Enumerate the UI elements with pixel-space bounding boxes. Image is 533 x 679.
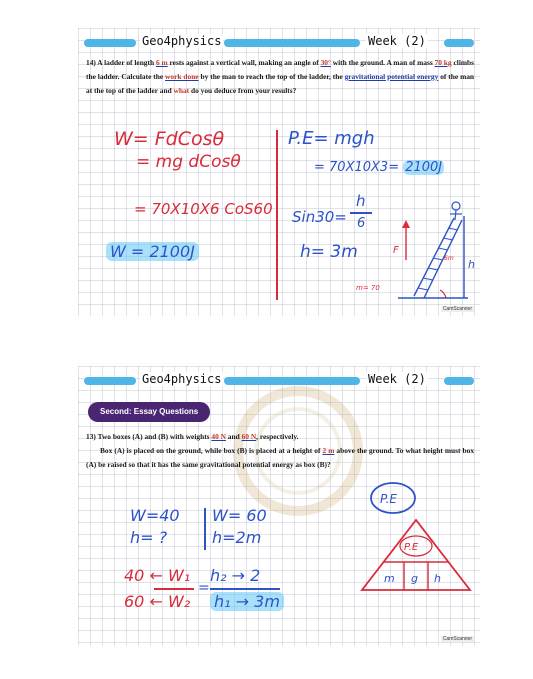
sin-equation: Sin30= bbox=[292, 208, 347, 226]
camscanner-badge: CamScanner bbox=[442, 636, 472, 642]
header-bar-middle bbox=[224, 39, 360, 47]
pe-circle bbox=[368, 480, 418, 516]
question-13-page bbox=[78, 366, 480, 646]
given-divider bbox=[204, 508, 206, 550]
box-b-weight: W= 60 bbox=[212, 506, 267, 525]
diag-force-label: F bbox=[393, 245, 399, 256]
header-bar-left bbox=[84, 377, 136, 385]
brand-label: Geo4physics bbox=[142, 372, 222, 386]
man-head bbox=[452, 202, 460, 210]
question-14-page bbox=[78, 28, 480, 316]
pe-circle-label: P.E bbox=[380, 492, 397, 506]
ladder-diagram bbox=[388, 198, 478, 308]
header-bar-middle bbox=[224, 377, 360, 385]
header-bar-right bbox=[444, 39, 474, 47]
ratio-row2-left: 60 ← W₂ bbox=[124, 592, 191, 611]
ladder-rail-right bbox=[424, 220, 462, 298]
pe-formula-line2: = 70X10X3= 2100J bbox=[314, 160, 443, 175]
force-arrowhead bbox=[402, 220, 410, 228]
week-label: Week (2) bbox=[368, 34, 426, 48]
ratio-equals: = bbox=[198, 580, 210, 596]
triangle-h-label: h bbox=[434, 572, 441, 585]
triangle-m-label: m bbox=[384, 572, 395, 585]
work-formula-line1: W= FdCosθ bbox=[114, 128, 225, 150]
sin-denominator: 6 bbox=[357, 216, 366, 231]
fraction-bar bbox=[350, 212, 372, 214]
ratio-row1-left: 40 ← W₁ bbox=[124, 566, 191, 585]
sin-numerator: h bbox=[356, 192, 366, 210]
diag-height-label: h bbox=[468, 258, 475, 271]
work-answer: W = 2100J bbox=[106, 242, 199, 261]
ratio-row1-right: h₂ → 2 bbox=[210, 566, 261, 585]
ratio-bar-right bbox=[210, 588, 280, 590]
brand-label: Geo4physics bbox=[142, 34, 222, 48]
divider-line bbox=[276, 130, 278, 300]
question-14-text: 14) A ladder of length 6 m rests against a vertical wall, making an angle of 30° with the ground. A man of mass 70 kg climbs the ladder. Calculate the work done by the man to reach the top of the ladder, the gravitational potential energy of the man at the top of the ladder and what do you deduce from your results? bbox=[86, 58, 475, 95]
page-header bbox=[84, 374, 474, 388]
header-bar-left bbox=[84, 39, 136, 47]
section-title-badge: Second: Essay Questions bbox=[88, 402, 210, 422]
height-result: h= 3m bbox=[300, 242, 358, 262]
header-bar-right bbox=[444, 377, 474, 385]
triangle-pe-label: P.E bbox=[404, 542, 419, 553]
ratio-row2-right: h₁ → 3m bbox=[210, 592, 284, 611]
diag-length-label: 6m bbox=[444, 255, 454, 262]
week-label: Week (2) bbox=[368, 372, 426, 386]
diag-mass-label: m= 70 bbox=[356, 284, 380, 292]
page-header bbox=[84, 36, 474, 50]
pe-formula-line1: P.E= mgh bbox=[288, 128, 375, 149]
man-body bbox=[455, 210, 456, 220]
work-formula-line3: = 70X10X6 CoS60 bbox=[134, 200, 273, 218]
box-a-height: h= ? bbox=[130, 528, 168, 547]
question-13-text: 13) Two boxes (A) and (B) with weights 40 N and 60 N, respectively. Box (A) is placed on the ground, while box (B) is placed at a height of 2 m above the ground. To what height must box (A) be raised so that it has the same gravitational potential energy as box (B)? bbox=[86, 432, 475, 469]
camscanner-badge: CamScanner bbox=[442, 306, 472, 312]
ratio-bar-left bbox=[154, 588, 194, 590]
pe-triangle bbox=[356, 516, 476, 596]
angle-arc bbox=[440, 290, 446, 298]
box-a-weight: W=40 bbox=[130, 506, 180, 525]
work-formula-line2: = mg dCosθ bbox=[136, 152, 241, 172]
box-b-height: h=2m bbox=[212, 528, 262, 547]
triangle-g-label: g bbox=[411, 572, 418, 585]
